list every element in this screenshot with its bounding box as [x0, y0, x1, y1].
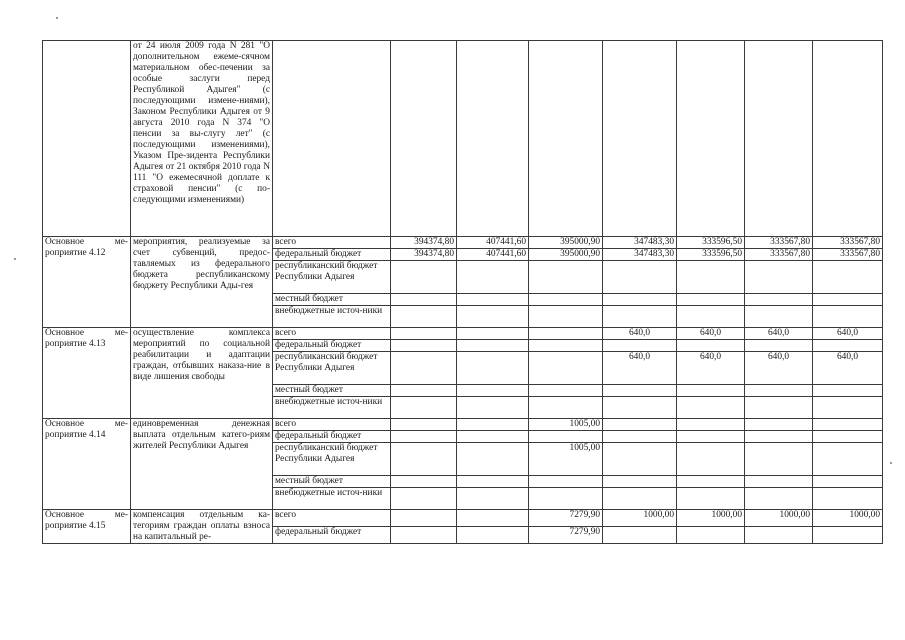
- amount-cell: [457, 352, 529, 385]
- activity-description: осуществление комплекса мероприятий по социальной реабилитации и адаптации граждан, отбывших наказа-ние в виде лишения свободы: [131, 328, 273, 419]
- amount-cell: [677, 385, 745, 397]
- amount-cell: [813, 385, 883, 397]
- funding-source: внебюджетные источ-ники: [273, 397, 391, 419]
- amount-cell: [457, 419, 529, 431]
- amount-cell: [457, 443, 529, 476]
- amount-cell: [677, 527, 745, 544]
- amount-cell: [529, 385, 603, 397]
- funding-source: внебюджетные источ-ники: [273, 306, 391, 328]
- amount-cell: [529, 431, 603, 443]
- amount-cell: [813, 294, 883, 306]
- amount-cell: 640,0: [603, 328, 677, 340]
- funding-source: всего: [273, 510, 391, 527]
- funding-source: внебюджетные источ-ники: [273, 488, 391, 510]
- activity-description: компенсация отдельным ка-тегориям граждан оплаты взноса на капитальный ре-: [131, 510, 273, 544]
- amount-cell: [677, 419, 745, 431]
- amount-cell: [603, 340, 677, 352]
- amount-cell: [677, 261, 745, 294]
- amount-cell: [745, 306, 813, 328]
- amount-cell: [603, 431, 677, 443]
- value-cell: [529, 41, 603, 237]
- value-cell: [813, 41, 883, 237]
- amount-cell: 333596,50: [677, 237, 745, 249]
- source-cell: [273, 41, 391, 237]
- amount-cell: 640,0: [813, 352, 883, 385]
- amount-cell: 640,0: [677, 328, 745, 340]
- amount-cell: [391, 261, 457, 294]
- amount-cell: [391, 385, 457, 397]
- amount-cell: [745, 443, 813, 476]
- amount-cell: [745, 385, 813, 397]
- table-row: [43, 510, 883, 527]
- scan-speck: [890, 462, 892, 464]
- amount-cell: [813, 527, 883, 544]
- amount-cell: [529, 261, 603, 294]
- amount-cell: 1000,00: [813, 510, 883, 527]
- amount-cell: [677, 306, 745, 328]
- amount-cell: [677, 488, 745, 510]
- amount-cell: [745, 476, 813, 488]
- activity-code: Основное ме-роприятие 4.12: [43, 237, 131, 328]
- continuation-text: от 24 июля 2009 года N 281 "О дополнительном ежеме-сячном материальном обес-печении за особые заслуги перед Республикой Адыгея" (с последующими измене-ниями), Законом Республики Адыгея от 9 августа 2010 года N 374 "О пенсии за вы-слугу лет" (с последующими изменениями), Указом Пре-зидента Республики Адыгея от 21 октября 2010 года N 111 "О ежемесячной доплате к страховой пенсии" (с по-следующими изменениями): [131, 41, 273, 237]
- amount-cell: [391, 352, 457, 385]
- amount-cell: [457, 261, 529, 294]
- amount-cell: [603, 397, 677, 419]
- amount-cell: [603, 419, 677, 431]
- value-cell: [745, 41, 813, 237]
- funding-source: местный бюджет: [273, 294, 391, 306]
- amount-cell: 394374,80: [391, 237, 457, 249]
- funding-source: федеральный бюджет: [273, 249, 391, 261]
- amount-cell: [813, 488, 883, 510]
- amount-cell: 1000,00: [603, 510, 677, 527]
- amount-cell: [603, 488, 677, 510]
- amount-cell: [745, 527, 813, 544]
- scan-speck: [56, 17, 58, 19]
- amount-cell: 333596,50: [677, 249, 745, 261]
- activity-code: Основное ме-роприятие 4.14: [43, 419, 131, 510]
- value-cell: [603, 41, 677, 237]
- funding-source: всего: [273, 328, 391, 340]
- amount-cell: [813, 419, 883, 431]
- amount-cell: [603, 527, 677, 544]
- amount-cell: 7279,90: [529, 510, 603, 527]
- amount-cell: [457, 294, 529, 306]
- amount-cell: 640,0: [745, 352, 813, 385]
- amount-cell: 333567,80: [813, 249, 883, 261]
- value-cell: [677, 41, 745, 237]
- amount-cell: [391, 397, 457, 419]
- amount-cell: [813, 476, 883, 488]
- amount-cell: [457, 476, 529, 488]
- amount-cell: [529, 328, 603, 340]
- amount-cell: [457, 527, 529, 544]
- amount-cell: 333567,80: [745, 249, 813, 261]
- budget-table: [42, 40, 883, 544]
- amount-cell: 407441,60: [457, 249, 529, 261]
- amount-cell: 640,0: [603, 352, 677, 385]
- amount-cell: [677, 431, 745, 443]
- amount-cell: [813, 443, 883, 476]
- amount-cell: [391, 340, 457, 352]
- amount-cell: 395000,90: [529, 249, 603, 261]
- amount-cell: [677, 340, 745, 352]
- activity-code: Основное ме-роприятие 4.15: [43, 510, 131, 544]
- amount-cell: [457, 385, 529, 397]
- amount-cell: [813, 397, 883, 419]
- amount-cell: [457, 510, 529, 527]
- amount-cell: [391, 294, 457, 306]
- amount-cell: [603, 476, 677, 488]
- funding-source: всего: [273, 237, 391, 249]
- amount-cell: [745, 261, 813, 294]
- amount-cell: 333567,80: [813, 237, 883, 249]
- amount-cell: [677, 443, 745, 476]
- amount-cell: 640,0: [813, 328, 883, 340]
- amount-cell: [603, 306, 677, 328]
- amount-cell: 407441,60: [457, 237, 529, 249]
- amount-cell: [529, 488, 603, 510]
- amount-cell: [745, 340, 813, 352]
- amount-cell: [391, 488, 457, 510]
- amount-cell: [391, 328, 457, 340]
- amount-cell: [813, 340, 883, 352]
- amount-cell: [677, 476, 745, 488]
- funding-source: федеральный бюджет: [273, 431, 391, 443]
- amount-cell: 347483,30: [603, 237, 677, 249]
- scan-speck: [14, 258, 16, 260]
- amount-cell: [457, 397, 529, 419]
- amount-cell: [745, 397, 813, 419]
- budget-table-body: [43, 41, 883, 544]
- amount-cell: 640,0: [745, 328, 813, 340]
- table-row: [43, 419, 883, 431]
- amount-cell: [391, 476, 457, 488]
- amount-cell: 333567,80: [745, 237, 813, 249]
- funding-source: всего: [273, 419, 391, 431]
- value-cell: [391, 41, 457, 237]
- amount-cell: 1005,00: [529, 419, 603, 431]
- amount-cell: [391, 431, 457, 443]
- amount-cell: [529, 340, 603, 352]
- funding-source: федеральный бюджет: [273, 340, 391, 352]
- amount-cell: [745, 431, 813, 443]
- amount-cell: 1005,00: [529, 443, 603, 476]
- amount-cell: [745, 294, 813, 306]
- value-cell: [457, 41, 529, 237]
- amount-cell: [677, 397, 745, 419]
- amount-cell: [603, 385, 677, 397]
- amount-cell: [813, 431, 883, 443]
- amount-cell: [457, 328, 529, 340]
- amount-cell: [457, 340, 529, 352]
- table-row: [43, 237, 883, 249]
- amount-cell: 7279,90: [529, 527, 603, 544]
- amount-cell: [813, 261, 883, 294]
- amount-cell: 1000,00: [745, 510, 813, 527]
- amount-cell: [457, 431, 529, 443]
- amount-cell: 640,0: [677, 352, 745, 385]
- amount-cell: [391, 527, 457, 544]
- funding-source: местный бюджет: [273, 476, 391, 488]
- funding-source: республиканский бюджет Республики Адыгея: [273, 261, 391, 294]
- amount-cell: [529, 352, 603, 385]
- activity-description: мероприятия, реализуемые за счет субвенций, предос-тавляемых из федерального бюджета республиканскому бюджету Республики Ады-гея: [131, 237, 273, 328]
- amount-cell: [457, 488, 529, 510]
- amount-cell: 394374,80: [391, 249, 457, 261]
- funding-source: местный бюджет: [273, 385, 391, 397]
- continuation-row: [43, 41, 883, 237]
- funding-source: республиканский бюджет Республики Адыгея: [273, 443, 391, 476]
- table-row: [43, 328, 883, 340]
- amount-cell: 1000,00: [677, 510, 745, 527]
- funding-source: республиканский бюджет Республики Адыгея: [273, 352, 391, 385]
- amount-cell: [529, 397, 603, 419]
- amount-cell: 347483,30: [603, 249, 677, 261]
- amount-cell: [391, 510, 457, 527]
- amount-cell: [745, 488, 813, 510]
- activity-code: Основное ме-роприятие 4.13: [43, 328, 131, 419]
- amount-cell: [813, 306, 883, 328]
- code-cell: [43, 41, 131, 237]
- activity-description: единовременная денежная выплата отдельным катего-риям жителей Республики Адыгея: [131, 419, 273, 510]
- amount-cell: [745, 419, 813, 431]
- amount-cell: [603, 261, 677, 294]
- amount-cell: [529, 294, 603, 306]
- amount-cell: [677, 294, 745, 306]
- amount-cell: [603, 294, 677, 306]
- funding-source: федеральный бюджет: [273, 527, 391, 544]
- amount-cell: [391, 306, 457, 328]
- amount-cell: [529, 306, 603, 328]
- amount-cell: 395000,90: [529, 237, 603, 249]
- amount-cell: [391, 443, 457, 476]
- amount-cell: [603, 443, 677, 476]
- amount-cell: [391, 419, 457, 431]
- amount-cell: [529, 476, 603, 488]
- amount-cell: [457, 306, 529, 328]
